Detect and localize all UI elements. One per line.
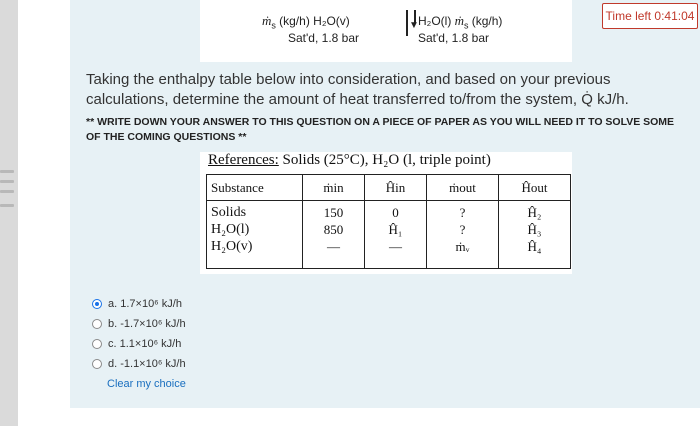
- sidebar-ghost-text: [0, 204, 14, 207]
- table-cell-h-in: —: [389, 239, 402, 254]
- radio-selected-icon[interactable]: [92, 299, 102, 309]
- vapor-stream-line: [406, 10, 408, 36]
- table-cell-substance: H₂O(l): [211, 222, 250, 237]
- reference-caption: References: Solids (25°C), H₂O (l, triple point): [208, 152, 491, 168]
- radio-icon[interactable]: [92, 339, 102, 349]
- substance-column: [207, 201, 303, 269]
- answer-options: [92, 294, 186, 374]
- table-cell-m-out: ?: [459, 205, 466, 220]
- col-header-m-in: ṁin: [303, 175, 365, 201]
- table-cell-h-out: Ĥ₃: [527, 222, 542, 237]
- liquid-stream-label: H₂O(l) ṁ$_s$ (kg/h): [418, 13, 503, 31]
- table-cell-substance: Solids: [211, 205, 247, 220]
- option-label[interactable]: a. 1.7×10⁶ kJ/h: [108, 297, 182, 310]
- liquid-stream-state: Sat'd, 1.8 bar: [418, 31, 490, 45]
- table-cell-h-out: Ĥ₄: [527, 239, 542, 254]
- table-cell-substance: H₂O(v): [211, 239, 253, 254]
- radio-icon[interactable]: [92, 319, 102, 329]
- question-note: ** WRITE DOWN YOUR ANSWER TO THIS QUESTION ON A PIECE OF PAPER AS YOU WILL NEED IT TO SOLVE SOME OF THE COMING QUESTIONS **: [86, 116, 675, 143]
- sidebar-ghost-text: [0, 170, 14, 173]
- option-d[interactable]: [92, 354, 186, 373]
- col-header-h-in: Ĥin: [365, 175, 427, 201]
- option-c[interactable]: [92, 334, 186, 353]
- arrow-down-icon: ▼: [409, 20, 419, 31]
- sidebar-ghost-text: [0, 190, 14, 193]
- h-out-column: [499, 201, 571, 269]
- enthalpy-table: [206, 174, 571, 269]
- table-cell-m-out: ?: [459, 222, 466, 237]
- option-label[interactable]: d. -1.1×10⁶ kJ/h: [108, 357, 186, 370]
- left-sidebar-strip: [0, 0, 18, 426]
- h-in-column: [365, 201, 427, 269]
- radio-icon[interactable]: [92, 359, 102, 369]
- col-header-h-out: Ĥout: [499, 175, 571, 201]
- process-diagram: [200, 0, 572, 62]
- table-cell-h-in: Ĥ₁: [388, 222, 403, 237]
- time-left-text: Time left 0:41:04: [605, 9, 695, 23]
- table-cell-h-in: 0: [392, 205, 399, 220]
- col-header-m-out: ṁout: [427, 175, 499, 201]
- col-header-substance: Substance: [207, 175, 303, 201]
- table-cell-m-in: 150: [323, 205, 344, 220]
- table-cell-m-out: ṁᵥ: [455, 239, 470, 254]
- vapor-stream-label: ṁ$_s$ (kg/h) H₂O(v): [262, 13, 350, 31]
- option-label[interactable]: c. 1.1×10⁶ kJ/h: [108, 337, 182, 350]
- sidebar-ghost-text: [0, 180, 14, 183]
- m-in-column: [303, 201, 365, 269]
- option-label[interactable]: b. -1.7×10⁶ kJ/h: [108, 317, 186, 330]
- table-cell-m-in: —: [327, 239, 340, 254]
- clear-choice-link[interactable]: Clear my choice: [107, 378, 186, 390]
- option-b[interactable]: [92, 314, 186, 333]
- time-left-indicator: [602, 3, 698, 29]
- table-cell-h-out: Ĥ₂: [527, 205, 542, 220]
- reference-table-image: [200, 152, 572, 274]
- table-cell-m-in: 850: [323, 222, 344, 237]
- vapor-stream-state: Sat'd, 1.8 bar: [288, 31, 360, 45]
- m-out-column: [427, 201, 499, 269]
- question-text: Taking the enthalpy table below into consideration, and based on your previous calculations, determine the amount of heat transferred to/from the system, Q̇ kJ/h.: [86, 71, 629, 108]
- option-a[interactable]: [92, 294, 186, 313]
